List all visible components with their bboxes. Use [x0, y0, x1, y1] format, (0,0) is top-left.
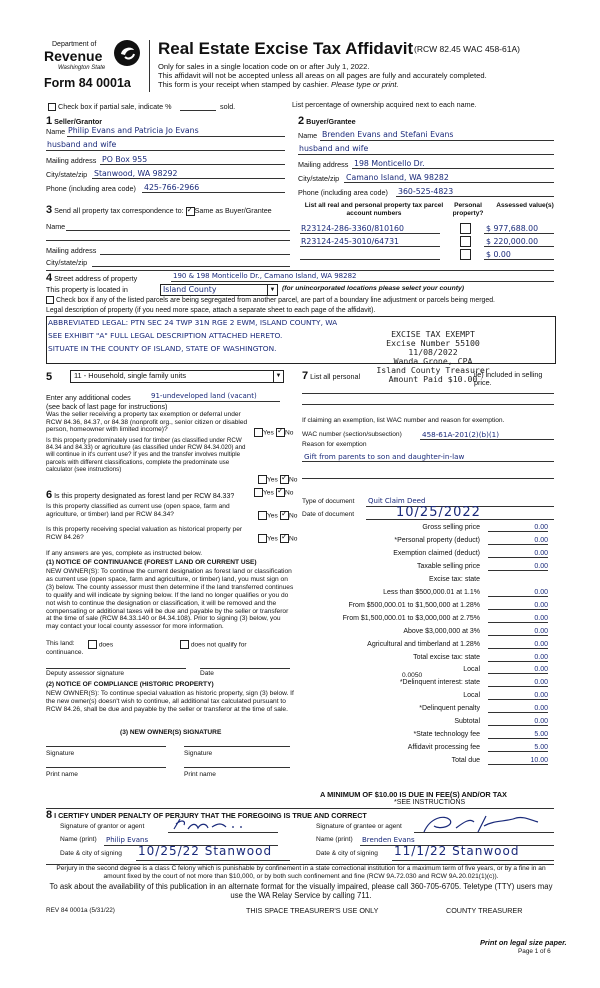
tax-row — [296, 589, 554, 599]
notice2-title: (2) NOTICE OF COMPLIANCE (HISTORIC PROPERTY) — [46, 681, 214, 688]
parcel-value-1[interactable]: $ 977,688.00 — [486, 224, 539, 233]
partial-sale-checkbox[interactable]: Check box if partial sale, indicate % — [48, 102, 171, 111]
section5-q1-no[interactable]: ✓ No — [276, 428, 293, 437]
tax-row-label: Total due — [451, 757, 480, 765]
grantor-date-field[interactable]: 10/25/22 Stanwood — [138, 844, 273, 858]
tax-row — [296, 731, 554, 741]
continuance-label: continuance. — [46, 649, 84, 656]
header-subtitle-1: Only for sales in a single location code on or after July 1, 2022. — [158, 62, 370, 71]
county-treasurer-label: COUNTY TREASURER — [446, 906, 523, 915]
owner-signature-label-1: Signature — [46, 750, 75, 757]
form-revision: REV 84 0001a (5/31/22) — [46, 907, 115, 914]
seller-mailing-field[interactable]: PO Box 955 — [102, 155, 148, 164]
dept-state: Washington State — [58, 65, 106, 71]
section3-heading: 3 Send all property tax correspondence to: ✓ Same as Buyer/Grantee — [46, 204, 272, 216]
tax-row-label: *Personal property (deduct) — [394, 536, 480, 544]
seller-phone-field[interactable]: 425-766-2966 — [144, 183, 200, 192]
parcel-value-2[interactable]: $ 220,000.00 — [486, 237, 539, 246]
land-use-value: 11 - Household, single family units — [74, 371, 187, 380]
tax-row-value[interactable]: 5.00 — [488, 731, 548, 739]
tax-row — [296, 615, 554, 625]
notice1-body: NEW OWNER(S): To continue the current designation as forest land or classification as current use (open space, farm and agriculture, or timber) land, you must sign on (3) below. The county assessor must then determine if the land transferred continues to qualify and will indicate by signing below. If the land no longer qualifies or you do not wish to continue the designation or classification, it will be removed and the compensating or additional taxes will be due and payable by the seller or transferor at the time of sale (RCW 84.33.140 or 84.34.108). Prior to signing (3) below, you may contact your local county assessor for more information. — [46, 568, 294, 631]
section5-q2: Is this property predominately used for timber (as classified under RCW 84.34 and 84.33) or agriculture (as classified under RCW 84.34.020) and will continue in it's current use? If yes and the transfer involves multiple parcels with different classifications, complete the predominate use calculator (see instructions) — [46, 437, 246, 473]
dept-name: Revenue — [44, 48, 103, 64]
parcels-header: List all real and personal property tax parcel account numbers — [304, 202, 444, 217]
tax-row-label: *Delinquent penalty — [419, 705, 480, 713]
tax-row — [296, 666, 554, 676]
doc-type-label: Type of document — [302, 498, 355, 505]
tax-row-label: Gross selling price — [422, 524, 480, 531]
section5-q1-yes[interactable]: Yes — [254, 428, 274, 437]
buyer-city-field[interactable]: Camano Island, WA 98282 — [346, 173, 449, 182]
grantor-signature-label: Signature of grantor or agent — [60, 823, 145, 830]
tax-row-value[interactable]: 0.00 — [488, 537, 548, 545]
chevron-down-icon[interactable]: ▼ — [273, 371, 283, 382]
legal-description-label: Legal description of property (if you need more space, attach a separate sheet to each page of the affidavit). — [46, 307, 376, 314]
tax-row — [296, 744, 554, 754]
tax-row-label: *State technology fee — [413, 731, 480, 739]
notice2-body: NEW OWNER(S): To continue special valuation as historic property, sign (3) below. If the new owner(s) doesn't wish to continue, all additional tax calculated pursuant to RCW 84.26, shall be due and payable by the seller or transferor at the time of sale. — [46, 690, 294, 713]
additional-codes-field[interactable]: 91-undeveloped land (vacant) — [151, 392, 257, 400]
seller-name-field-2[interactable]: husband and wife — [47, 140, 117, 149]
certify-statement: 8 I CERTIFY UNDER PENALTY OF PERJURY THAT THE FOREGOING IS TRUE AND CORRECT — [46, 809, 367, 821]
tax-row — [296, 679, 554, 689]
grantee-name-field[interactable]: Brenden Evans — [362, 836, 415, 844]
tax-row-label: From $1,500,000.01 to $3,000,000 at 2.75% — [342, 614, 480, 622]
tax-row-value[interactable]: 0.00 — [488, 654, 548, 662]
legal-description-line-1: ABBREVIATED LEGAL: PTN SEC 24 TWP 31N RGE 2 EWM, ISLAND COUNTY, WA — [48, 318, 338, 327]
buyer-name-field[interactable]: Brenden Evans and Stefani Evans — [322, 130, 454, 139]
section5-q2-yes[interactable]: Yes — [258, 475, 278, 484]
partial-sale-sold: sold. — [220, 102, 236, 111]
tax-row — [296, 576, 554, 586]
page-title: Real Estate Excise Tax Affidavit — [158, 39, 414, 58]
located-in-label: This property is located in — [46, 285, 128, 294]
personal-property-header: Personal property? — [452, 202, 484, 217]
tax-row-value[interactable]: 0.00 — [488, 692, 548, 700]
ownership-note: List percentage of ownership acquired next to each name. — [292, 100, 477, 109]
notice1-title: (1) NOTICE OF CONTINUANCE (FOREST LAND OR CURRENT USE) — [46, 559, 257, 566]
alternate-format-notice: To ask about the availability of this publication in an alternate format for the visually impaired, please call 360-705-6705. Teletype (TTY) users may use the WA Relay Service by calling 711. — [49, 882, 553, 900]
seller-city-field[interactable]: Stanwood, WA 98292 — [94, 169, 178, 178]
reason-label: Reason for exemption — [302, 441, 367, 448]
section6-q1-yes[interactable]: Yes — [254, 488, 274, 497]
form-number: Form 84 0001a — [44, 76, 131, 90]
section7-label: 7 List all personal — [302, 370, 361, 382]
grantor-signature[interactable] — [170, 815, 260, 835]
buyer-phone-field[interactable]: 360-525-4823 — [398, 187, 454, 196]
tax-row — [296, 550, 554, 560]
seller-mailing-label: Mailing address — [46, 156, 97, 165]
section6-q2-yes[interactable]: Yes — [258, 511, 278, 520]
section3-name-label: Name — [46, 222, 66, 231]
seller-heading: 1 Seller/Grantor — [46, 115, 103, 127]
grantor-name-label: Name (print) — [60, 836, 97, 843]
grantee-date-field[interactable]: 11/1/22 Stanwood — [394, 844, 520, 858]
tax-row — [296, 524, 554, 534]
tax-row-label: Total excise tax: state — [413, 653, 480, 661]
parcel-number-1[interactable]: R23124-286-3360/810160 — [301, 224, 404, 233]
tax-row — [296, 563, 554, 573]
parcel-personal-checkbox-1[interactable] — [460, 223, 471, 234]
section4-street-label: 4 Street address of property — [46, 272, 138, 284]
tax-row — [296, 718, 554, 728]
minimum-fee-note: A MINIMUM OF $10.00 IS DUE IN FEE(S) AND/OR TAX — [320, 790, 507, 799]
doc-date-label: Date of document — [302, 511, 355, 518]
see-back-note: (see back of last page for instructions) — [46, 402, 168, 411]
tax-row-label: From $500,000.01 to $1,500,000 at 1.28% — [348, 601, 480, 609]
unincorporated-note: (for unincorporated locations please select your county) — [282, 285, 465, 292]
buyer-phone-label: Phone (including area code) — [298, 188, 388, 197]
this-land-label: This land: — [46, 640, 75, 647]
tax-row-label: Exemption claimed (deduct) — [393, 549, 480, 557]
grantee-signature[interactable] — [420, 812, 550, 836]
header-subtitle-3: This form is your receipt when stamped by cashier. Please type or print. — [158, 80, 399, 89]
segregated-checkbox[interactable]: Check box if any of the listed parcels are being segregated from another parcel, are part of a boundary line adjustment or parcels being merged. — [46, 296, 495, 304]
tax-row-value[interactable]: 10.00 — [488, 757, 548, 765]
tax-row-value[interactable]: 0.00 — [488, 705, 548, 713]
doc-date-field[interactable]: 10/25/2022 — [396, 505, 481, 520]
tax-row-label: Affidavit processing fee — [407, 744, 480, 752]
local-rate: 0.0050 — [402, 672, 423, 679]
tax-row — [296, 705, 554, 715]
owner-print-name-label-1: Print name — [46, 771, 78, 778]
land-does-not-checkbox[interactable]: does not qualify for — [180, 640, 247, 649]
seller-name-label: Name — [46, 127, 66, 136]
property-street-field[interactable]: 190 & 198 Monticello Dr., Camano Island, WA 98282 — [173, 272, 357, 280]
tax-row — [296, 692, 554, 702]
land-does-checkbox[interactable]: does — [88, 640, 113, 649]
tax-row — [296, 602, 554, 612]
county-select[interactable] — [160, 284, 278, 296]
tax-row-label: Local — [463, 666, 480, 674]
tax-row-value[interactable]: 0.00 — [488, 615, 548, 623]
additional-codes-label: Enter any additional codes — [46, 393, 131, 402]
section6-q3: Is this property receiving special valuation as historical property per RCW 84.26? — [46, 526, 243, 541]
if-yes-note: If any answers are yes, complete as instructed below. — [46, 550, 203, 557]
tax-row-label: Subtotal — [454, 718, 480, 726]
tax-row-label: Above $3,000,000 at 3% — [403, 627, 480, 635]
tax-row — [296, 757, 554, 767]
section5-q1: Was the seller receiving a property tax exemption or deferral under RCW 84.36, 84.37, or 84.38 (nonprofit org., senior citizen or disabled person, homeowner with limited income)? — [46, 411, 248, 434]
tax-row-label: Less than $500,000.01 at 1.1% — [383, 588, 480, 596]
doc-type-field[interactable]: Quit Claim Deed — [368, 497, 426, 505]
tax-row-value[interactable]: 5.00 — [488, 744, 548, 752]
buyer-name-label: Name — [298, 131, 318, 140]
tax-row-value[interactable]: 0.00 — [488, 666, 548, 674]
parcel-number-2[interactable]: R23124-245-3010/64731 — [301, 237, 400, 246]
section6-q1-no[interactable]: ✓ No — [276, 488, 293, 497]
section3-mailing-label: Mailing address — [46, 246, 97, 255]
tax-row-value[interactable]: 0.00 — [488, 628, 548, 636]
treasurer-use-label: THIS SPACE TREASURER'S USE ONLY — [246, 906, 379, 915]
seller-phone-label: Phone (including area code) — [46, 184, 136, 193]
section6-q2: Is this property classified as current use (open space, farm and agriculture, or timber) land per RCW 84.34? — [46, 503, 230, 518]
tax-row — [296, 641, 554, 651]
tax-row-value[interactable]: 0.00 — [488, 602, 548, 610]
seller-name-field[interactable]: Philip Evans and Patricia Jo Evans — [68, 126, 199, 135]
dor-logo-icon — [112, 38, 142, 68]
tax-row — [296, 654, 554, 664]
buyer-city-label: City/state/zip — [298, 174, 340, 183]
section5-number: 5 — [46, 371, 53, 383]
tax-row-label: Taxable selling price — [416, 562, 480, 570]
section5-q2-no[interactable]: ✓ No — [280, 475, 297, 484]
deputy-date-label: Date — [200, 670, 214, 677]
buyer-name-field-2[interactable]: husband and wife — [299, 144, 369, 153]
tax-row-label: Local — [463, 692, 480, 700]
grantor-date-label: Date & city of signing — [60, 850, 122, 857]
excise-exempt-stamp: EXCISE TAX EXEMPT Excise Number 55100 11/08/2022 Wanda Grone, CPA Island County Treasurer Amount Paid $10.00 — [376, 329, 490, 384]
assessed-value-header: Assessed value(s) — [496, 202, 554, 209]
section6-q1: 6 Is this property designated as forest land per RCW 84.33? — [46, 489, 235, 501]
perjury-notice: Perjury in the second degree is a class C felony which is punishable by confinement in a state correctional institution for a maximum term of five years, or by a fine in an amount fixed by the court of not more than $10,000, or by both such confinement and fine (RCW 9A.72.030 and RCW 9A.20.021(1)(c)). — [56, 865, 546, 880]
exemption-note: If claiming an exemption, list WAC number and reason for exemption. — [302, 417, 505, 424]
header-subtitle-2: This affidavit will not be accepted unless all areas on all pages are fully and accurately completed. — [158, 71, 487, 80]
tax-row-value[interactable]: 0.00 — [488, 679, 548, 687]
buyer-mailing-label: Mailing address — [298, 160, 349, 169]
dept-line1: Department of — [52, 41, 97, 48]
seller-city-label: City/state/zip — [46, 170, 88, 179]
section6-q3-no[interactable]: ✓ No — [280, 534, 297, 543]
legal-description-line-3: SITUATE IN THE COUNTY OF ISLAND, STATE OF WASHINGTON. — [48, 344, 277, 353]
tax-row-value[interactable]: 0.00 — [488, 589, 548, 597]
tax-row-label: Agricultural and timberland at 1.28% — [367, 640, 480, 648]
parcel-personal-checkbox-2[interactable] — [460, 236, 471, 247]
section6-q2-no[interactable]: ✓ No — [280, 511, 297, 520]
title-reference: (RCW 82.45 WAC 458-61A) — [414, 44, 520, 54]
tax-row-value[interactable]: 0.00 — [488, 718, 548, 726]
section6-q3-yes[interactable]: Yes — [258, 534, 278, 543]
chevron-down-icon[interactable]: ▼ — [267, 285, 277, 295]
owner-signature-label-2: Signature — [184, 750, 213, 757]
section7-label-tail: ile) included in selling price. — [474, 370, 543, 387]
section3-city-label: City/state/zip — [46, 258, 88, 267]
tax-row-label: Excise tax: state — [429, 575, 480, 583]
buyer-mailing-field[interactable]: 198 Monticello Dr. — [354, 159, 425, 168]
grantee-signature-label: Signature of grantee or agent — [316, 823, 402, 830]
tax-row-value[interactable]: 0.00 — [488, 524, 548, 532]
grantee-name-label: Name (print) — [316, 836, 353, 843]
tax-row-label: *Delinquent interest: state — [399, 679, 480, 687]
tax-row-value[interactable]: 0.00 — [488, 641, 548, 649]
tax-row-value[interactable]: 0.00 — [488, 550, 548, 558]
deputy-signature-label: Deputy assessor signature — [46, 670, 125, 677]
grantee-date-label: Date & city of signing — [316, 850, 378, 857]
reason-field[interactable]: Gift from parents to son and daughter-in-law — [304, 452, 465, 461]
see-instructions-note: *SEE INSTRUCTIONS — [394, 799, 466, 806]
legal-description-line-2: SEE EXHIBIT "A" FULL LEGAL DESCRIPTION ATTACHED HERETO. — [48, 331, 283, 340]
tax-row — [296, 537, 554, 547]
wac-label: WAC number (section/subsection) — [302, 431, 402, 438]
page-number: Page 1 of 6 — [518, 948, 551, 955]
notice3-title: (3) NEW OWNER(S) SIGNATURE — [120, 729, 222, 736]
tax-row — [296, 628, 554, 638]
county-select-value: Island County — [163, 285, 217, 294]
tax-row-value[interactable]: 0.00 — [488, 563, 548, 571]
buyer-heading: 2 Buyer/Grantee — [298, 115, 356, 127]
parcel-value-3[interactable]: $ 0.00 — [486, 250, 511, 259]
grantor-name-field[interactable]: Philip Evans — [106, 836, 149, 844]
legal-paper-note: Print on legal size paper. — [480, 938, 567, 947]
land-use-select[interactable] — [70, 370, 284, 383]
same-as-buyer-checkbox[interactable] — [186, 207, 195, 216]
parcel-personal-checkbox-3[interactable] — [460, 249, 471, 260]
owner-print-name-label-2: Print name — [184, 771, 216, 778]
wac-number-field[interactable]: 458-61A-201(2)(b)(1) — [422, 430, 500, 439]
